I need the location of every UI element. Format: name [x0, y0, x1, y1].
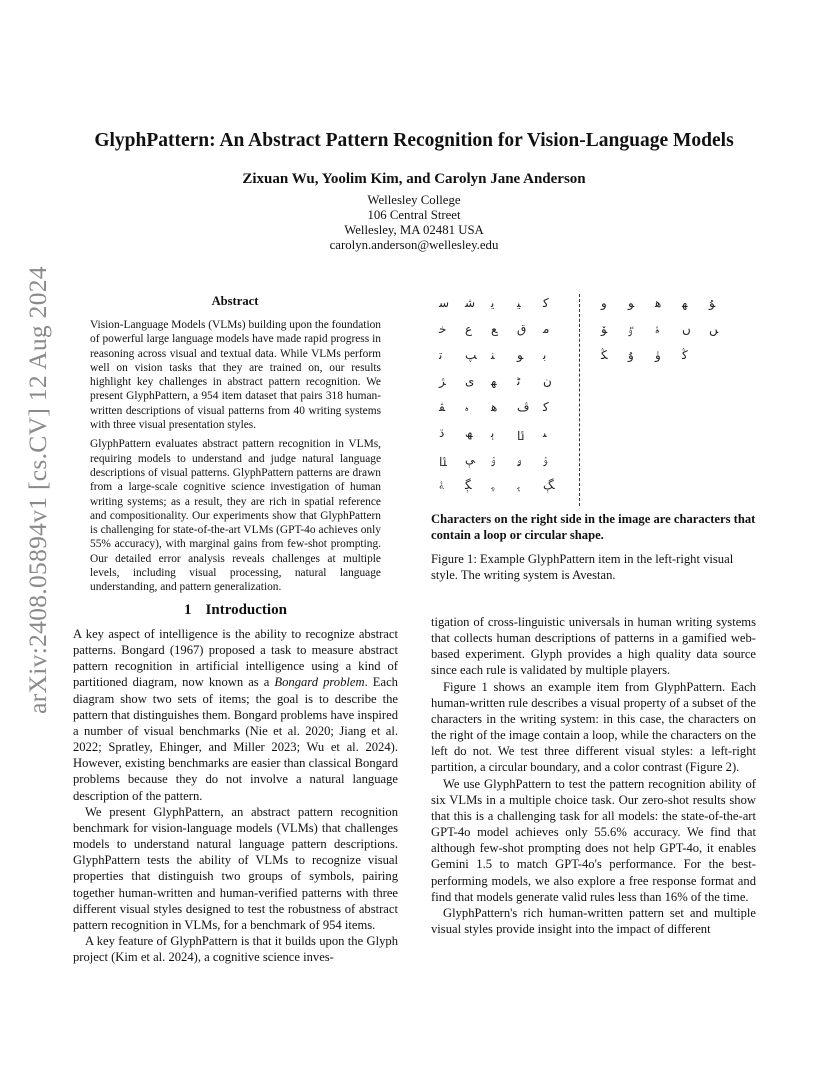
left-column-body: [73, 626, 398, 965]
glyph-character: ﻨ: [491, 348, 495, 362]
glyph-character: ﻫ: [655, 296, 662, 310]
glyph-character: ﮬ: [491, 400, 498, 414]
glyph-character: ﮤ: [655, 322, 660, 336]
figure-1-image: [431, 292, 756, 502]
glyph-character: ﻮ: [628, 296, 635, 310]
affiliation-city: Wellesley, MA 02481 USA: [344, 223, 484, 237]
abstract-paragraph: GlyphPattern evaluates abstract pattern recognition in VLMs, requiring models to understand and judge natural language descriptions of visual patterns. GlyphPattern patterns are drawn from a large-scale cognitive science investigation of human writing systems; as a result, they are rich in spatial reference and compositionality. Our experiments show that GlyphPattern is challenging for state-of-the-art VLMs (GPT-4o achieves only 55% accuracy), with marginal gains from few-shot prompting. Our detailed error analysis reveals challenges at multiple levels, including visual processing, natural language understanding, and pattern generalization.: [90, 438, 381, 594]
glyph-character: ﯛ: [655, 348, 661, 362]
body-paragraph: We present GlyphPattern, an abstract pattern recognition benchmark for vision-language models (VLMs) that challenges models to understand natural language pattern descriptions. GlyphPattern tests the ability of VLMs to recognize visual properties that distinguish two groups of symbols, pairing together human-written and human-verified patterns with three different visual styles designed to test the robustness of abstract pattern recognition in VLMs, for a benchmark of 954 items.: [73, 804, 398, 932]
glyph-character: ﯥ: [465, 452, 476, 466]
right-column-body: [431, 614, 756, 937]
affiliation: [0, 193, 828, 253]
glyph-character: ﯘ: [709, 296, 716, 310]
glyph-character: ﻕ: [517, 322, 527, 336]
body-paragraph: A key feature of GlyphPattern is that it builds upon the Glyph project (Kim et al. 2024), a cognitive science inves-: [73, 933, 398, 965]
body-paragraph: A key aspect of intelligence is the ability to recognize abstract patterns. Bongard (1967) proposed a task to measure abstract pattern recognition in artificial intelligence using a kind of partitioned diagram, now known as a Bongard problem. Each diagram show two sets of items; the goal is to describe the pattern that distinguishes them. Bongard problems have inspired a number of visual benchmarks (Nie et al. 2020; Jiang et al. 2022; Spratley, Ehinger, and Miller 2023; Wu et al. 2024). However, existing benchmarks are easier than classical Bongard problems because they do not involve a natural language description of the pattern.: [73, 627, 398, 803]
body-paragraph: tigation of cross-linguistic universals in human writing systems that collects human descriptions of patterns in a gamified web-based experiment. Glyph provides a high quality data source since each rule is validated by multiple players.: [431, 615, 756, 678]
glyph-character: ﻥ: [543, 374, 552, 388]
glyph-character: ﯝ: [628, 322, 634, 336]
glyph-character: ﮐ: [543, 400, 549, 414]
glyph-character: ﺗ: [439, 348, 443, 362]
arxiv-identifier: [18, 266, 58, 714]
affiliation-email[interactable]: carolyn.anderson@wellesley.edu: [329, 238, 499, 252]
paper-authors: Zixuan Wu, Yoolim Kim, and Carolyn Jane Anderson: [242, 171, 586, 187]
glyph-character: ﯿ: [517, 296, 521, 310]
glyph-character: ﻮ: [517, 348, 524, 362]
glyph-character: ﯪ: [517, 429, 525, 443]
section-title: Introduction: [205, 602, 287, 618]
paper-title: GlyphPattern: An Abstract Pattern Recognition for Vision-Language Models: [94, 130, 734, 151]
section-number: 1: [184, 602, 192, 618]
glyph-character: ﻊ: [491, 322, 498, 336]
glyph-character: ﮟ: [709, 322, 719, 336]
section-heading: [73, 602, 398, 619]
glyph-character: ﯩ: [543, 426, 547, 440]
glyph-character: ﻬ: [682, 296, 688, 310]
glyph-character: ﮞ: [682, 322, 691, 336]
glyph-character: ﻉ: [465, 322, 473, 336]
glyph-character: ﺷ: [465, 296, 476, 310]
body-paragraph: GlyphPattern's rich human-written pattern set and multiple visual styles provide insight into the impact of different: [431, 905, 756, 936]
glyph-character: ﮙ: [465, 478, 472, 492]
glyph-character: ﮋ: [439, 374, 446, 388]
glyph-character: ﮥ: [439, 478, 444, 492]
glyph-character: ﭗ: [465, 348, 477, 362]
affiliation-institution: Wellesley College: [367, 193, 461, 207]
glyph-character: ﮢ: [517, 374, 521, 388]
figure-1-caption: Figure 1: Example GlyphPattern item in the left-right visual style. The writing system is Avestan.: [431, 552, 734, 582]
glyph-character: ﯣ: [543, 452, 548, 466]
glyph-character: ﯗ: [628, 348, 634, 362]
glyph-character: ﯠ: [517, 452, 522, 466]
glyph-character: ﯦ: [491, 426, 495, 440]
glyph-character: ﯼ: [465, 374, 475, 388]
glyph-character: ﯫ: [439, 455, 447, 469]
body-paragraph: We use GlyphPattern to test the pattern recognition ability of six VLMs in a multiple choice task. Our zero-shot results show that this is a challenging task for all models: the state-of-the-art GPT-4o model achieves only 55.6% accuracy. We find that although few-shot prompting does not help GPT-4o, it enables Gemini 1.5 to match GPT-4o's performance. For the best-performing models, we also explore a free response format and find that models generate valid rules less than 16% of the time.: [431, 776, 756, 904]
glyph-character: ﯖ: [601, 348, 608, 362]
glyph-character: ﭪ: [517, 400, 530, 414]
body-paragraph: Figure 1 shows an example item from GlyphPattern. Each human-written rule describes a visual property of a subset of the characters in the writing system: in this case, the characters on the right of the image contain a loop, while the characters on the left do not. We test three different visual styles: a left-right partition, a circular boundary, and a color contrast (Figure 2).: [431, 679, 756, 775]
glyph-character: ﯕ: [682, 348, 688, 362]
figure-divider: [579, 294, 580, 506]
affiliation-street: 106 Central Street: [367, 208, 461, 222]
abstract-paragraph: Vision-Language Models (VLMs) building upon the foundation of powerful large language models have made rapid progress in reasoning across visual and textual data. While VLMs perform well on vision tasks that they are trained on, our results highlight key challenges in abstract pattern recognition. We present GlyphPattern, a 954 item dataset that pairs 318 human-written descriptions of visual patterns from 40 writing systems with three visual presentation styles.: [90, 319, 382, 432]
figure-1-rule: Characters on the right side in the image are characters that contain a loop or circular shape.: [431, 512, 756, 542]
glyph-character: ﺑ: [543, 348, 547, 362]
glyph-character: ﮄ: [439, 426, 445, 440]
glyph-character: ﻛ: [543, 296, 549, 310]
arxiv-identifier-text: arXiv:2408.05894v1 [cs.CV] 12 Aug 2024: [23, 266, 53, 714]
glyph-character: ﻬ: [491, 374, 497, 388]
glyph-character: ﮫ: [465, 426, 473, 440]
emphasis-term: Bongard problem: [274, 675, 365, 690]
glyph-character: ﮗ: [543, 478, 554, 492]
abstract-heading: Abstract: [211, 294, 259, 308]
glyph-character: ﺧ: [439, 322, 447, 336]
glyph-character: ﯾ: [491, 296, 495, 310]
glyph-character: ﮦ: [465, 400, 469, 414]
abstract-body: [90, 318, 381, 600]
glyph-character: ﻣ: [543, 322, 550, 336]
glyph-character: ﯚ: [601, 322, 608, 336]
glyph-character: ﮩ: [491, 478, 496, 492]
glyph-character: ﯢ: [491, 452, 496, 466]
glyph-character: ﭭ: [439, 400, 446, 414]
glyph-character: ﺳ: [439, 296, 450, 310]
glyph-character: ﮨ: [517, 478, 521, 492]
glyph-character: ﻭ: [601, 296, 607, 310]
